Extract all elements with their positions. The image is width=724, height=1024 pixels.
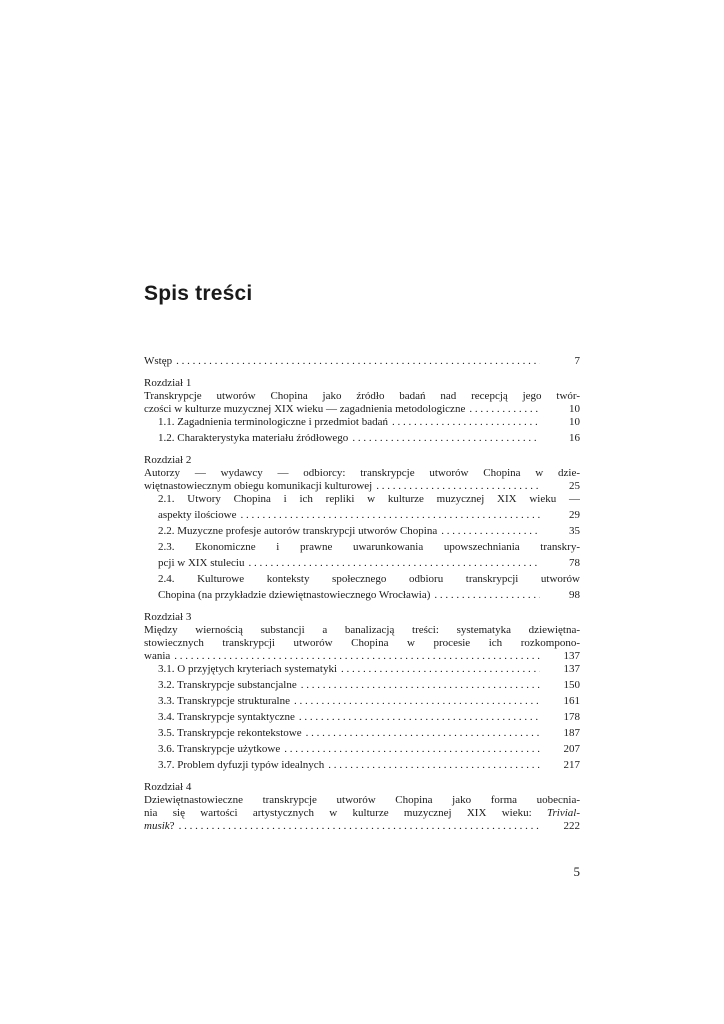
chapter-title-line: więtnastowiecznym obiegu komunikacji kulturowej . . . 25 bbox=[144, 480, 580, 493]
page-ref: 178 bbox=[563, 711, 580, 723]
entry-title: Wstęp bbox=[144, 355, 173, 367]
toc-entry-intro bbox=[144, 355, 580, 368]
chapter-heading: Rozdział 4 bbox=[144, 781, 192, 793]
chapter-title-line: wania . . . 137 bbox=[144, 650, 580, 663]
page-ref: 29 bbox=[569, 509, 580, 521]
page-ref: 10 bbox=[569, 403, 580, 415]
toc-subentry: 3.1. O przyjętych kryteriach systematyki . . . 137 bbox=[144, 663, 580, 676]
page-ref: 78 bbox=[569, 557, 580, 569]
table-of-contents bbox=[144, 355, 580, 833]
chapter-title-line: czości w kulturze muzycznej XIX wieku — zagadnienia metodologiczne . . . 10 bbox=[144, 403, 580, 416]
page-ref: 161 bbox=[563, 695, 580, 707]
toc-subentry: aspekty ilościowe . . . 29 bbox=[144, 509, 580, 522]
chapter-heading: Rozdział 3 bbox=[144, 611, 192, 623]
page-ref: 98 bbox=[569, 589, 580, 601]
toc-subentry: 3.6. Transkrypcje użytkowe . . . 207 bbox=[144, 743, 580, 756]
page-ref: 16 bbox=[569, 432, 580, 444]
toc-subentry: 3.4. Transkrypcje syntaktyczne . . . 178 bbox=[144, 711, 580, 724]
toc-subentry: 2.3. Ekonomiczne i prawne uwarunkowania upowszechniania transkry- bbox=[158, 541, 580, 553]
chapter-title-line: nia się wartości artystycznych w kulturze muzycznej XIX wieku: Trivial- bbox=[144, 807, 580, 819]
page-ref: 25 bbox=[569, 480, 580, 492]
page-ref: 150 bbox=[563, 679, 580, 691]
chapter-title-line: stowiecznych transkrypcji utworów Chopina w procesie ich rozkompono- bbox=[144, 637, 580, 649]
toc-subentry: 3.7. Problem dyfuzji typów idealnych . . . 217 bbox=[144, 759, 580, 772]
toc-subentry: 1.1. Zagadnienia terminologiczne i przedmiot badań . . . 10 bbox=[144, 416, 580, 429]
page-ref: 10 bbox=[569, 416, 580, 428]
page-title: Spis treści bbox=[144, 282, 253, 305]
page-ref: 137 bbox=[563, 663, 580, 675]
toc-subentry: 2.4. Kulturowe konteksty społecznego odbioru transkrypcji utworów bbox=[158, 573, 580, 585]
chapter-heading: Rozdział 2 bbox=[144, 454, 192, 466]
toc-subentry: 3.2. Transkrypcje substancjalne . . . 150 bbox=[144, 679, 580, 692]
chapter-heading: Rozdział 1 bbox=[144, 377, 192, 389]
chapter-title-line: Autorzy — wydawcy — odbiorcy: transkrypcje utworów Chopina w dzie- bbox=[144, 467, 580, 479]
page-ref: 207 bbox=[563, 743, 580, 755]
page-number: 5 bbox=[573, 864, 580, 879]
toc-subentry: 1.2. Charakterystyka materiału źródłowego . . . 16 bbox=[144, 432, 580, 445]
chapter-title-line: Dziewiętnastowieczne transkrypcje utworów Chopina jako forma uobecnia- bbox=[144, 794, 580, 806]
page-ref: 217 bbox=[563, 759, 580, 771]
toc-subentry: 2.1. Utwory Chopina i ich repliki w kulturze muzycznej XIX wieku — bbox=[158, 493, 580, 505]
toc-subentry: Chopina (na przykładzie dziewiętnastowiecznego Wrocławia) . . . 98 bbox=[144, 589, 580, 602]
leader-dots bbox=[176, 355, 540, 368]
toc-subentry: 2.2. Muzyczne profesje autorów transkrypcji utworów Chopina . . . 35 bbox=[144, 525, 580, 538]
toc-subentry: pcji w XIX stuleciu . . . 78 bbox=[144, 557, 580, 570]
page-ref: 137 bbox=[563, 650, 580, 662]
page-ref: 7 bbox=[574, 355, 580, 367]
toc-subentry: 3.5. Transkrypcje rekontekstowe . . . 187 bbox=[144, 727, 580, 740]
chapter-title-line: musik? . . . 222 bbox=[144, 820, 580, 833]
toc-subentry: 3.3. Transkrypcje strukturalne . . . 161 bbox=[144, 695, 580, 708]
page-ref: 35 bbox=[569, 525, 580, 537]
page-ref: 222 bbox=[563, 820, 580, 832]
page-ref: 187 bbox=[563, 727, 580, 739]
chapter-title-line: Między wiernością substancji a banalizacją treści: systematyka dziewiętna- bbox=[144, 624, 580, 636]
chapter-title-line: Transkrypcje utworów Chopina jako źródło badań nad recepcją jego twór- bbox=[144, 390, 580, 402]
